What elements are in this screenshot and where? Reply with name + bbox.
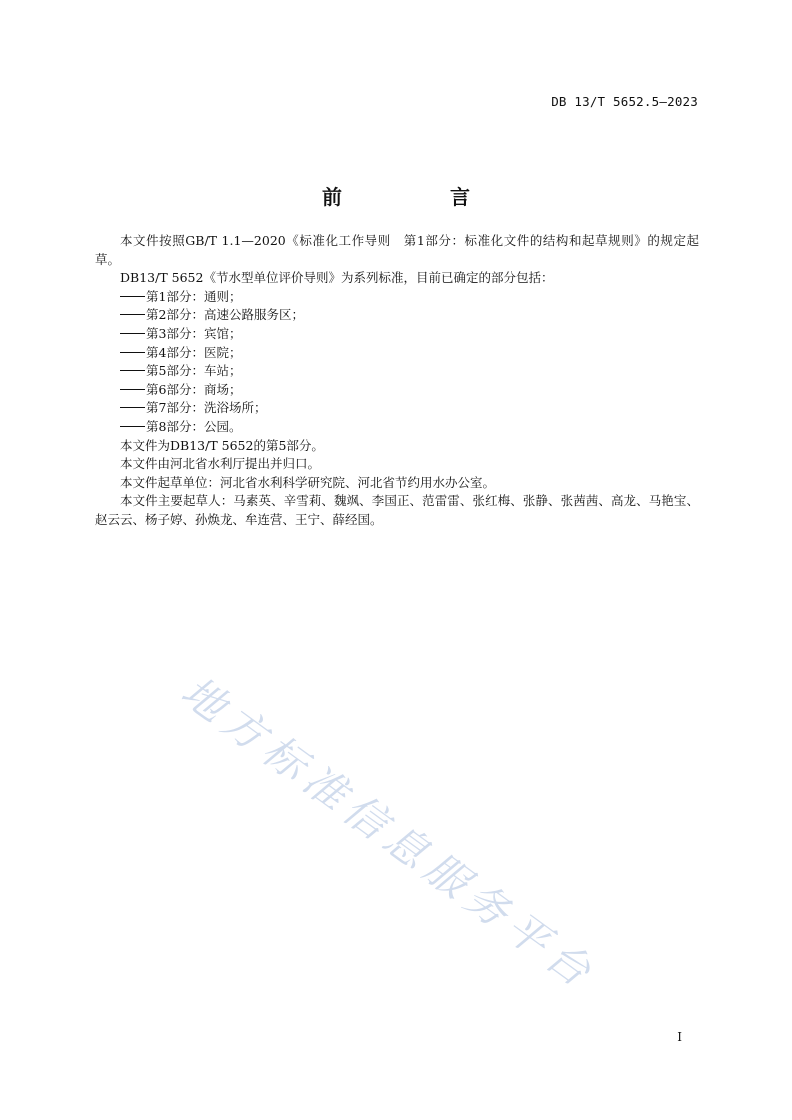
dash-mark [120,407,145,408]
document-body [95,232,699,530]
dash-mark [120,389,145,390]
intro-paragraph: 本文件按照GB/T 1.1—2020《标准化工作导则 第1部分：标准化文件的结构和起草规则》的规定起草。 [95,233,699,267]
dash-mark [120,333,145,334]
dash-mark [120,352,145,353]
page-title: 前 言 [322,185,514,209]
list-item: 第2部分：高速公路服务区； [95,306,699,325]
list-item: 第5部分：车站； [95,362,699,381]
parts-list [95,288,699,437]
closing-paragraph: 本文件为DB13/T 5652的第5部分。 [120,437,324,453]
page-number: I [677,1030,682,1044]
dash-mark [120,314,145,315]
standard-code: DB 13/T 5652.5—2023 [551,94,698,109]
list-item: 第1部分：通则； [95,288,699,307]
watermark: 地方标准信息服务平台 [172,666,606,1001]
list-item: 第7部分：洗浴场所； [95,399,699,418]
dash-mark [120,370,145,371]
list-item: 第8部分：公园。 [95,418,699,437]
intro-paragraph: DB13/T 5652《节水型单位评价导则》为系列标准，目前已确定的部分包括： [120,270,554,286]
list-item: 第3部分：宾馆； [95,325,699,344]
closing-paragraph: 本文件由河北省水利厅提出并归口。 [120,456,321,472]
list-item: 第4部分：医院； [95,344,699,363]
list-item: 第6部分：商场； [95,381,699,400]
dash-mark [120,296,145,297]
closing-paragraph: 本文件起草单位：河北省水利科学研究院、河北省节约用水办公室。 [120,474,496,490]
closing-paragraph: 本文件主要起草人：马素英、辛雪莉、魏飒、李国正、范雷雷、张红梅、张静、张茜茜、高龙、马艳宝、赵云云、杨子婷、孙焕龙、牟连营、王宁、薛经国。 [95,493,699,527]
dash-mark [120,426,145,427]
